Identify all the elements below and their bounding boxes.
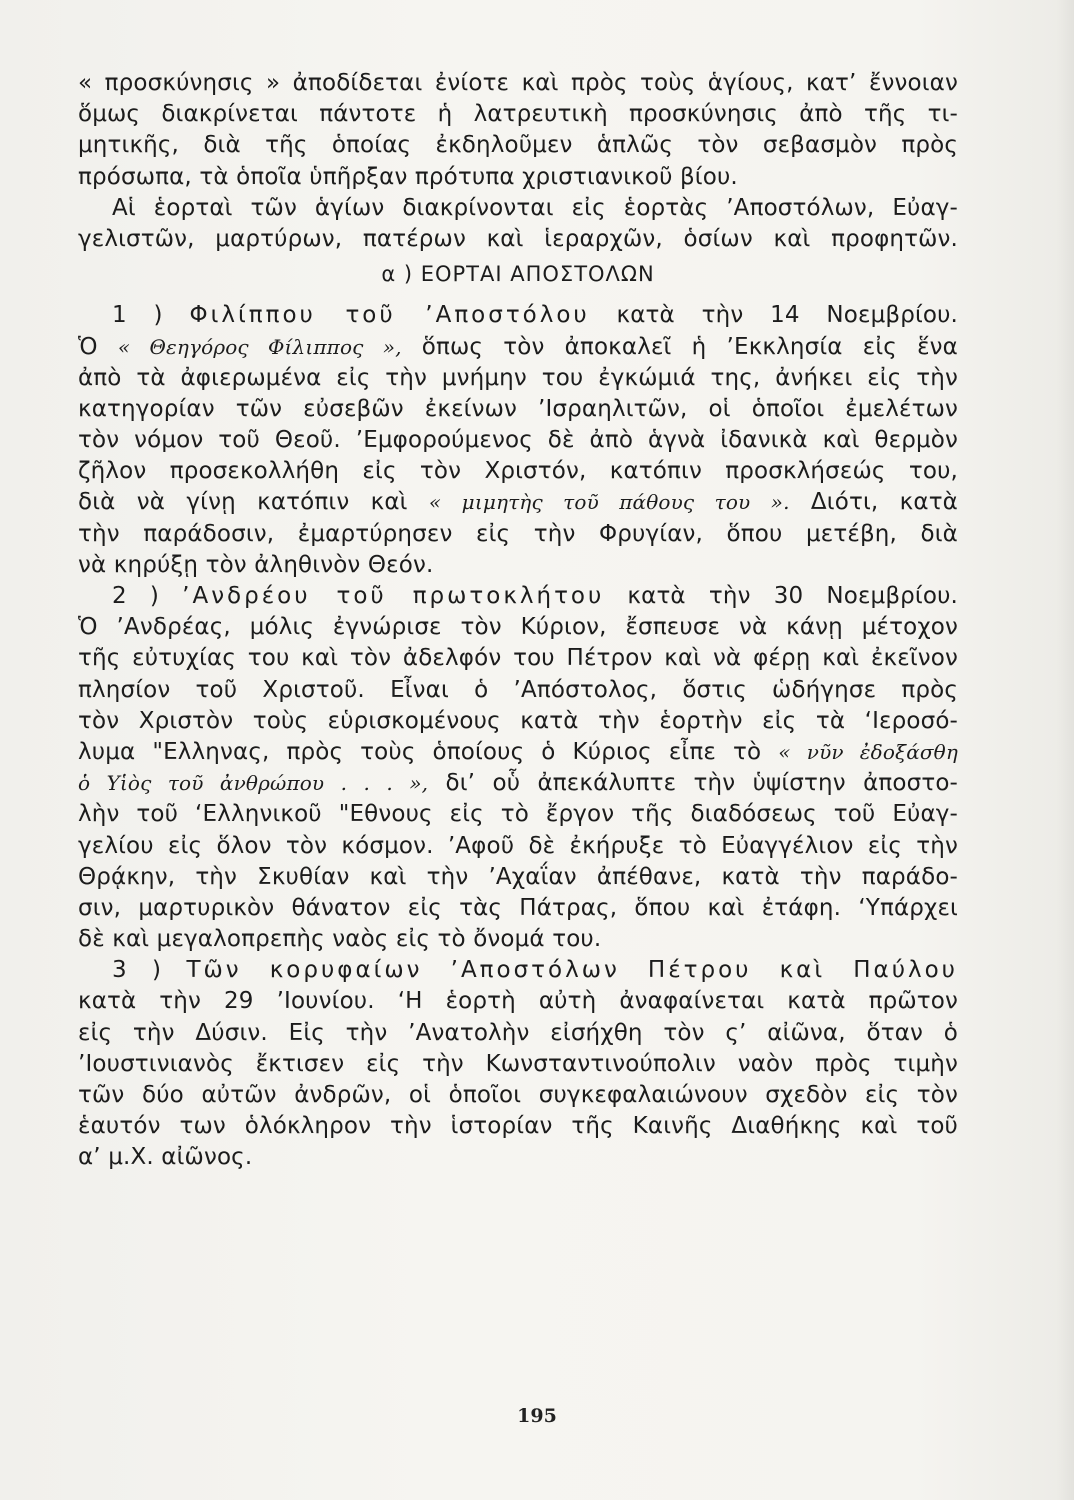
text-line: ἀπὸ τὰ ἀφιερωμένα εἰς τὴν μνήμην του ἐγκώμιά της, ἀνήκει εἰς τὴν	[78, 364, 958, 391]
text-line: α’ μ.Χ. αἰῶνος.	[78, 1144, 253, 1171]
section-heading: α ) ΕΟΡΤΑΙ ΑΠΟΣΤΟΛΩΝ	[381, 262, 655, 287]
text-line: ἑαυτόν των ὁλόκληρον τὴν ἱστορίαν τῆς Καινῆς Διαθήκης καὶ τοῦ	[78, 1113, 958, 1140]
text-fragment: Διότι, κατὰ	[810, 489, 958, 516]
text-line: πλησίον τοῦ Χριστοῦ. Εἶναι ὁ ’Απόστολος, ὅστις ὡδήγησε πρὸς	[78, 676, 958, 703]
feast-date: κατὰ τὴν 30 Νοεμβρίου.	[627, 583, 958, 609]
text-fragment: ὅπως τὸν ἀποκαλεῖ ἡ ’Εκκλησία εἰς ἕνα	[421, 333, 958, 360]
feast-date: κατὰ τὴν 14 Νοεμβρίου.	[616, 302, 959, 329]
text-line: ’Ιουστινιανὸς ἔκτισεν εἰς τὴν Κωνσταντινούπολιν ναὸν πρὸς τιμὴν	[78, 1050, 958, 1077]
text-line: τὴν παράδοσιν, ἐμαρτύρησεν εἰς τὴν Φρυγίαν, ὅπου μετέβη, διὰ	[78, 520, 958, 547]
text-line: νὰ κηρύξῃ τὸν ἀληθινὸν Θεόν.	[78, 551, 434, 578]
text-line: σιν, μαρτυρικὸν θάνατον εἰς τὰς Πάτρας, ὅπου καὶ ἐτάφη. ‘Υπάρχει	[78, 894, 958, 921]
text-line: « προσκύνησις » ἀποδίδεται ἐνίοτε καὶ πρὸς τοὺς ἁγίους, κατ’ ἔννοιαν	[78, 70, 958, 96]
text-line	[78, 332, 958, 363]
quoted-phrase: ὁ Υἱὸς τοῦ ἀνθρώπου . . . »,	[78, 771, 429, 796]
text-line: τὸν νόμον τοῦ Θεοῦ. ’Εμφορούμενος δὲ ἀπὸ ἁγνὰ ἰδανικὰ καὶ θερμὸν	[78, 427, 958, 454]
text-line	[78, 487, 958, 518]
text-line: ζῆλον προσεκολλήθη εἰς τὸν Χριστόν, κατόπιν προσκλήσεώς του,	[78, 458, 958, 485]
feast-number: 1 )	[112, 302, 163, 329]
text-line: πρόσωπα, τὰ ὁποῖα ὑπῆρξαν πρότυπα χριστιανικοῦ βίου.	[78, 163, 738, 190]
text-fragment: διὰ νὰ γίνῃ κατόπιν καὶ	[78, 489, 408, 516]
text-line: λὴν τοῦ ‘Ελληνικοῦ "Εθνους εἰς τὸ ἔργον τῆς διαδόσεως τοῦ Εὐαγ-	[78, 801, 958, 828]
feast-title-line	[78, 955, 958, 986]
feast-name: ’Ανδρέου τοῦ πρωτοκλήτου	[182, 583, 605, 609]
page-body-text	[78, 68, 958, 1174]
feast-number: 3 )	[112, 957, 162, 984]
text-line: γελιστῶν, μαρτύρων, πατέρων καὶ ἱεραρχῶν, ὁσίων καὶ προφητῶν.	[78, 225, 958, 252]
feast-title-line	[78, 300, 958, 331]
text-line: μητικῆς, διὰ τῆς ὁποίας ἐκδηλοῦμεν ἁπλῶς τὸν σεβασμὸν πρὸς	[78, 132, 958, 159]
quoted-epithet: « Θεηγόρος Φίλιππος »,	[117, 334, 402, 359]
feast-number: 2 )	[112, 583, 160, 609]
text-line: ὅμως διακρίνεται πάντοτε ἡ λατρευτικὴ προσκύνησις ἀπὸ τῆς τι-	[78, 101, 958, 128]
text-line: Αἱ ἑορταὶ τῶν ἁγίων διακρίνονται εἰς ἑορτὰς ’Αποστόλων, Εὐαγ-	[112, 194, 958, 221]
text-line: Ὁ ’Ανδρέας, μόλις ἐγνώρισε τὸν Κύριον, ἔσπευσε νὰ κάνῃ μέτοχον	[78, 614, 958, 641]
page-number: 195	[517, 1405, 557, 1427]
page-edge-shadow	[1056, 0, 1074, 1500]
text-line: τῆς εὐτυχίας του καὶ τὸν ἀδελφόν του Πέτρον καὶ νὰ φέρῃ καὶ ἐκεῖνον	[78, 645, 958, 672]
text-line: τῶν δύο αὐτῶν ἀνδρῶν, οἱ ὁποῖοι συγκεφαλαιώνουν σχεδὸν εἰς τὸν	[78, 1082, 958, 1108]
text-line: δὲ καὶ μεγαλοπρεπὴς ναὸς εἰς τὸ ὄνομά του.	[78, 926, 602, 953]
text-line: εἰς τὴν Δύσιν. Εἰς τὴν ’Ανατολὴν εἰσήχθη τὸν ς’ αἰῶνα, ὅταν ὁ	[78, 1019, 958, 1046]
quoted-phrase: « νῦν ἐδοξάσθη	[778, 739, 958, 764]
text-line	[78, 768, 958, 799]
text-line: κατηγορίαν τῶν εὐσεβῶν ἐκείνων ’Ισραηλιτῶν, οἱ ὁποῖοι ἐμελέτων	[78, 395, 958, 422]
text-fragment: Ὁ	[78, 333, 98, 360]
text-fragment: δι’ οὗ ἀπεκάλυπτε τὴν ὑψίστην ἀποστο-	[445, 770, 959, 797]
quoted-phrase: « μιμητὴς τοῦ πάθους του ».	[428, 490, 790, 515]
text-line: τὸν Χριστὸν τοὺς εὑρισκομένους κατὰ τὴν ἑορτὴν εἰς τὰ ‘Ιεροσό-	[78, 707, 958, 734]
text-line: Θρᾴκην, τὴν Σκυθίαν καὶ τὴν ’Αχαΐαν ἀπέθανε, κατὰ τὴν παράδο-	[78, 863, 958, 890]
text-line: κατὰ τὴν 29 ’Ιουνίου. ‘Η ἑορτὴ αὐτὴ ἀναφαίνεται κατὰ πρῶτον	[78, 988, 958, 1015]
text-fragment: λυμα "Ελληνας, πρὸς τοὺς ὁποίους ὁ Κύριος εἶπε τὸ	[78, 738, 762, 765]
feast-title-line	[78, 581, 958, 612]
feast-name: Τῶν κορυφαίων ’Αποστόλων Πέτρου καὶ Παύλου	[186, 957, 958, 984]
text-line: γελίου εἰς ὅλον τὸν κόσμον. ’Αφοῦ δὲ ἐκήρυξε τὸ Εὐαγγέλιον εἰς τὴν	[78, 832, 958, 859]
text-line	[78, 737, 958, 768]
feast-name: Φιλίππου τοῦ ’Αποστόλου	[189, 302, 590, 329]
